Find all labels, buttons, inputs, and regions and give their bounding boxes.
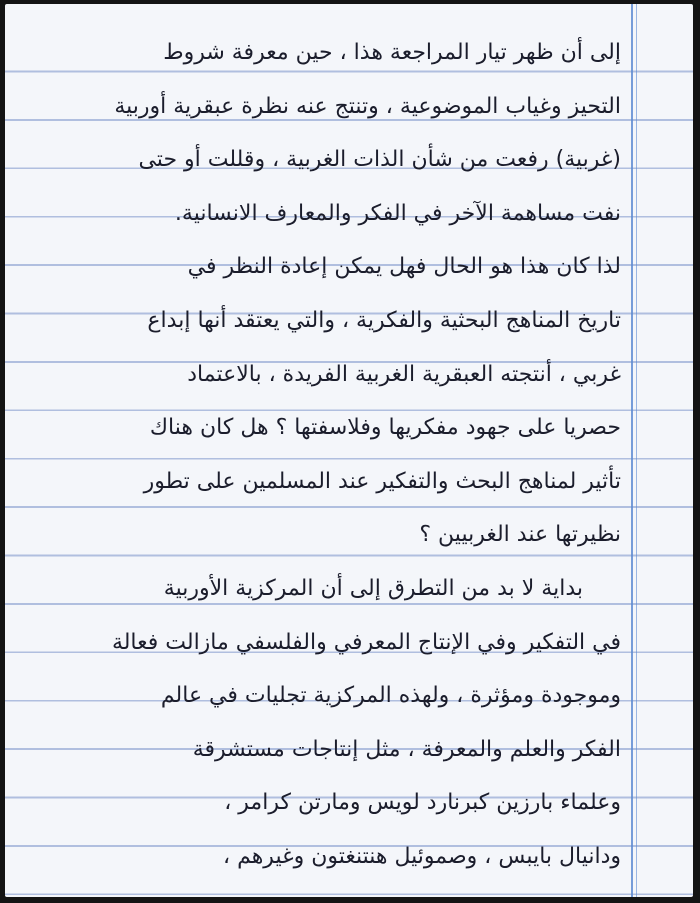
handwritten-text <box>19 26 621 884</box>
text-line: ودانيال بايبس ، وصموئيل هنتنغتون وغيرهم ، <box>222 843 621 869</box>
text-line: (غربية) رفعت من شأن الذات الغربية ، وقللت أو حتى <box>138 147 621 173</box>
text-line: وعلماء بارزين كبرنارد لويس ومارتن كرامر ، <box>224 790 621 816</box>
text-line: غربي ، أنتجته العبقرية الغربية الفريدة ، بالاعتماد <box>187 361 621 387</box>
text-line: في التفكير وفي الإنتاج المعرفي والفلسفي مازالت فعالة <box>111 629 621 655</box>
text-line: التحيز وغياب الموضوعية ، وتنتج عنه نظرة عبقرية أوربية <box>114 93 621 119</box>
margin-rule <box>631 4 633 897</box>
text-line: لذا كان هذا هو الحال فهل يمكن إعادة النظر في <box>187 254 621 280</box>
text-line: نظيرتها عند الغربيين ؟ <box>419 522 621 548</box>
margin-rule-secondary <box>636 4 637 897</box>
text-line: وموجودة ومؤثرة ، ولهذه المركزية تجليات في عالم <box>160 683 621 709</box>
text-line: نفت مساهمة الآخر في الفكر والمعارف الانسانية. <box>174 200 621 226</box>
text-line: تأثير لمناهج البحث والتفكير عند المسلمين على تطور <box>143 468 621 494</box>
text-line: تاريخ المناهج البحثية والفكرية ، والتي يعتقد أنها إبداع <box>147 307 621 333</box>
text-line: إلى أن ظهر تيار المراجعة هذا ، حين معرفة شروط <box>163 40 621 65</box>
notebook-page <box>5 4 693 897</box>
text-line: حصريا على جهود مفكريها وفلاسفتها ؟ هل كان هناك <box>149 415 621 441</box>
text-line: الفكر والعلم والمعرفة ، مثل إنتاجات مستشرقة <box>192 736 621 762</box>
text-line: بداية لا بد من التطرق إلى أن المركزية الأوربية <box>163 575 583 601</box>
